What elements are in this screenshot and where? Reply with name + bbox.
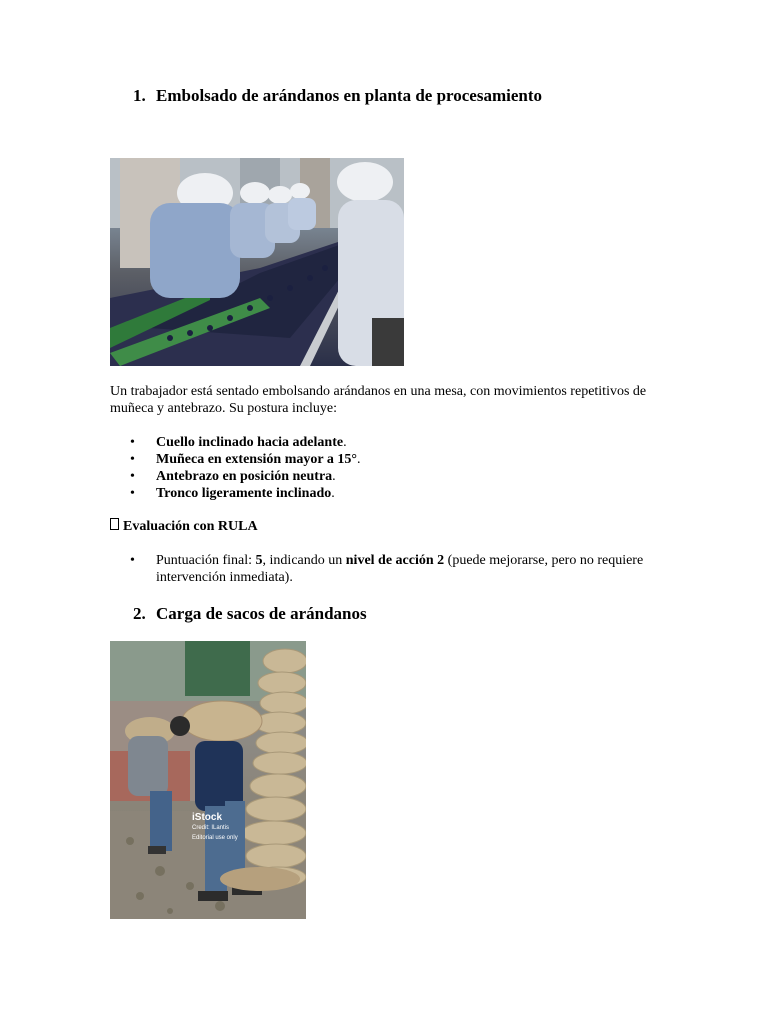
result-list bbox=[110, 552, 670, 586]
posture-item-bold: Antebrazo en posición neutra bbox=[156, 469, 333, 484]
list-item bbox=[110, 468, 670, 485]
rula-evaluation-heading bbox=[110, 518, 258, 535]
watermark-credit: Credit: ILantis bbox=[192, 825, 230, 831]
posture-list bbox=[110, 434, 670, 502]
posture-item-rest: . bbox=[356, 452, 361, 467]
sack-carrying-photo bbox=[110, 641, 306, 919]
posture-item-rest: . bbox=[332, 469, 336, 484]
posture-item-bold: Muñeca en extensión mayor a 15° bbox=[156, 452, 357, 467]
sack-carrying-illustration bbox=[110, 641, 306, 919]
missing-glyph-box-icon bbox=[110, 518, 119, 530]
bullet-icon: • bbox=[130, 486, 135, 501]
section-1-number: 1. bbox=[133, 86, 146, 105]
posture-item-rest: . bbox=[343, 435, 347, 450]
bullet-icon: • bbox=[130, 553, 135, 568]
section-2-heading bbox=[133, 604, 367, 624]
blueberry-packing-illustration bbox=[110, 158, 404, 366]
list-item bbox=[110, 485, 670, 502]
blueberry-packing-photo bbox=[110, 158, 404, 366]
result-prefix: Puntuación final: bbox=[156, 553, 256, 568]
posture-item-rest: . bbox=[331, 486, 335, 501]
watermark-brand: iStock bbox=[192, 812, 223, 823]
section-1-title: Embolsado de arándanos en planta de procesamiento bbox=[156, 86, 543, 105]
rula-evaluation-title: Evaluación con RULA bbox=[123, 519, 258, 534]
result-middle: , indicando un bbox=[262, 553, 346, 568]
section-2-title: Carga de sacos de arándanos bbox=[156, 604, 367, 623]
section-1-heading bbox=[133, 86, 542, 106]
posture-item-bold: Cuello inclinado hacia adelante bbox=[156, 435, 344, 450]
istock-watermark bbox=[192, 813, 238, 843]
list-item bbox=[110, 451, 670, 468]
posture-item-bold: Tronco ligeramente inclinado bbox=[156, 486, 332, 501]
result-score: 5 bbox=[255, 553, 263, 568]
bullet-icon: • bbox=[130, 469, 135, 484]
list-item bbox=[110, 552, 670, 586]
result-suffix: (puede mejorarse, pero no requiere intervención inmediata). bbox=[156, 553, 644, 585]
watermark-note: Editorial use only bbox=[192, 835, 238, 841]
bullet-icon: • bbox=[130, 452, 135, 467]
section-2-number: 2. bbox=[133, 604, 146, 623]
result-text bbox=[156, 552, 670, 586]
list-item bbox=[110, 434, 670, 451]
section-1-description: Un trabajador está sentado embolsando arándanos en una mesa, con movimientos repetitivos de muñeca y antebrazo. Su postura incluye: bbox=[110, 384, 647, 416]
bullet-icon: • bbox=[130, 435, 135, 450]
result-level: nivel de acción 2 bbox=[345, 553, 445, 568]
